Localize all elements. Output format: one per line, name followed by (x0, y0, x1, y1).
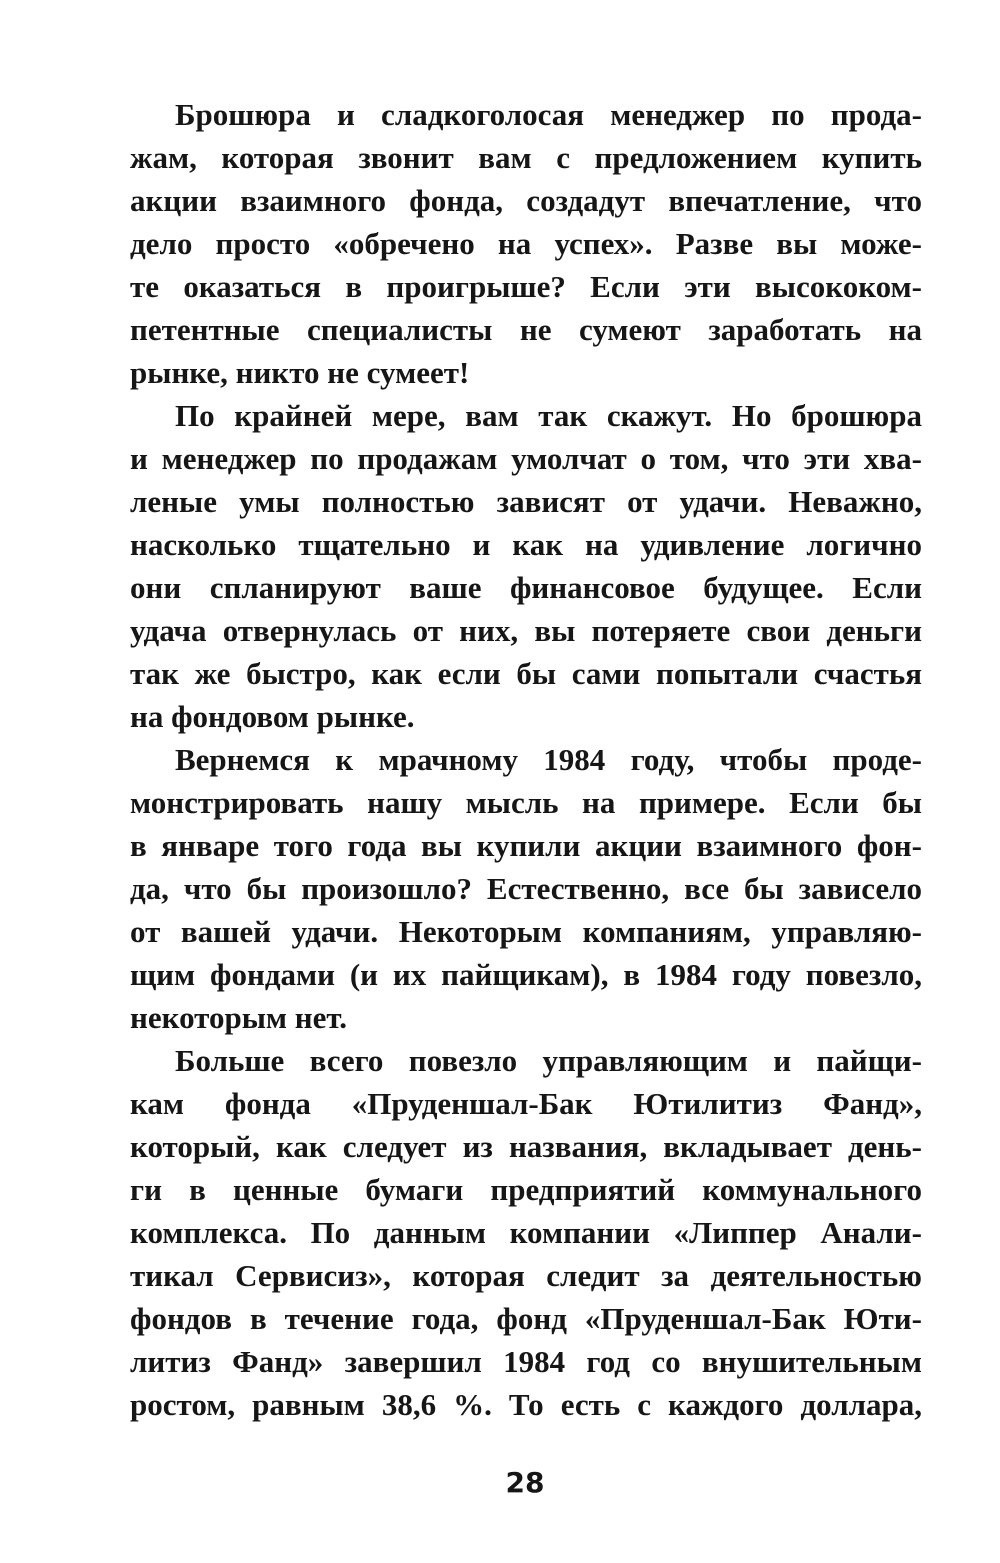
text-line: те оказаться в проигрыше? Если эти высококом- (130, 269, 922, 304)
text-line: который, как следует из названия, вкладывает день- (130, 1129, 922, 1164)
text-line: Брошюра и сладкоголосая менеджер по прода- (175, 97, 922, 132)
page-number: 28 (505, 1466, 545, 1499)
page-body-text (130, 93, 922, 1426)
text-line: удача отвернулась от них, вы потеряете свои деньги (130, 613, 922, 648)
text-line: ростом, равным 38,6 %. То есть с каждого доллара, (130, 1387, 922, 1422)
text-line: в январе того года вы купили акции взаимного фон- (130, 828, 922, 863)
text-line: кам фонда «Пруденшал-Бак Ютилитиз Фанд», (130, 1086, 922, 1121)
text-line: монстрировать нашу мысль на примере. Если бы (130, 785, 922, 820)
text-line: и менеджер по продажам умолчат о том, что эти хва- (130, 441, 922, 476)
text-line: тикал Сервисиз», которая следит за деятельностью (130, 1258, 922, 1293)
text-line: щим фондами (и их пайщикам), в 1984 году повезло, (130, 957, 922, 992)
text-line: да, что бы произошло? Естественно, все бы зависело (130, 871, 922, 906)
text-line: некоторым нет. (130, 1000, 348, 1035)
text-line: Больше всего повезло управляющим и пайщи- (175, 1043, 922, 1078)
text-line: акции взаимного фонда, создадут впечатление, что (130, 183, 922, 218)
text-line: дело просто «обречено на успех». Разве вы може- (130, 226, 922, 261)
text-line: от вашей удачи. Некоторым компаниям, управляю- (130, 914, 922, 949)
text-line: так же быстро, как если бы сами попытали счастья (130, 656, 922, 691)
text-line: жам, которая звонит вам с предложением купить (130, 140, 922, 175)
text-line: рынке, никто не сумеет! (130, 355, 470, 390)
text-line: насколько тщательно и как на удивление логично (130, 527, 922, 562)
text-line: По крайней мере, вам так скажут. Но брошюра (175, 398, 922, 433)
text-line: петентные специалисты не сумеют заработать на (130, 312, 922, 347)
text-line: они спланируют ваше финансовое будущее. Если (130, 570, 922, 605)
text-line: на фондовом рынке. (130, 699, 415, 734)
text-line: леные умы полностью зависят от удачи. Неважно, (130, 484, 922, 519)
text-line: ги в ценные бумаги предприятий коммунального (130, 1172, 922, 1207)
text-line: комплекса. По данным компании «Липпер Анали- (130, 1215, 922, 1250)
text-line: Вернемся к мрачному 1984 году, чтобы проде- (175, 742, 922, 777)
text-line: литиз Фанд» завершил 1984 год со внушительным (130, 1344, 922, 1379)
text-line: фондов в течение года, фонд «Пруденшал-Бак Юти- (130, 1301, 922, 1336)
